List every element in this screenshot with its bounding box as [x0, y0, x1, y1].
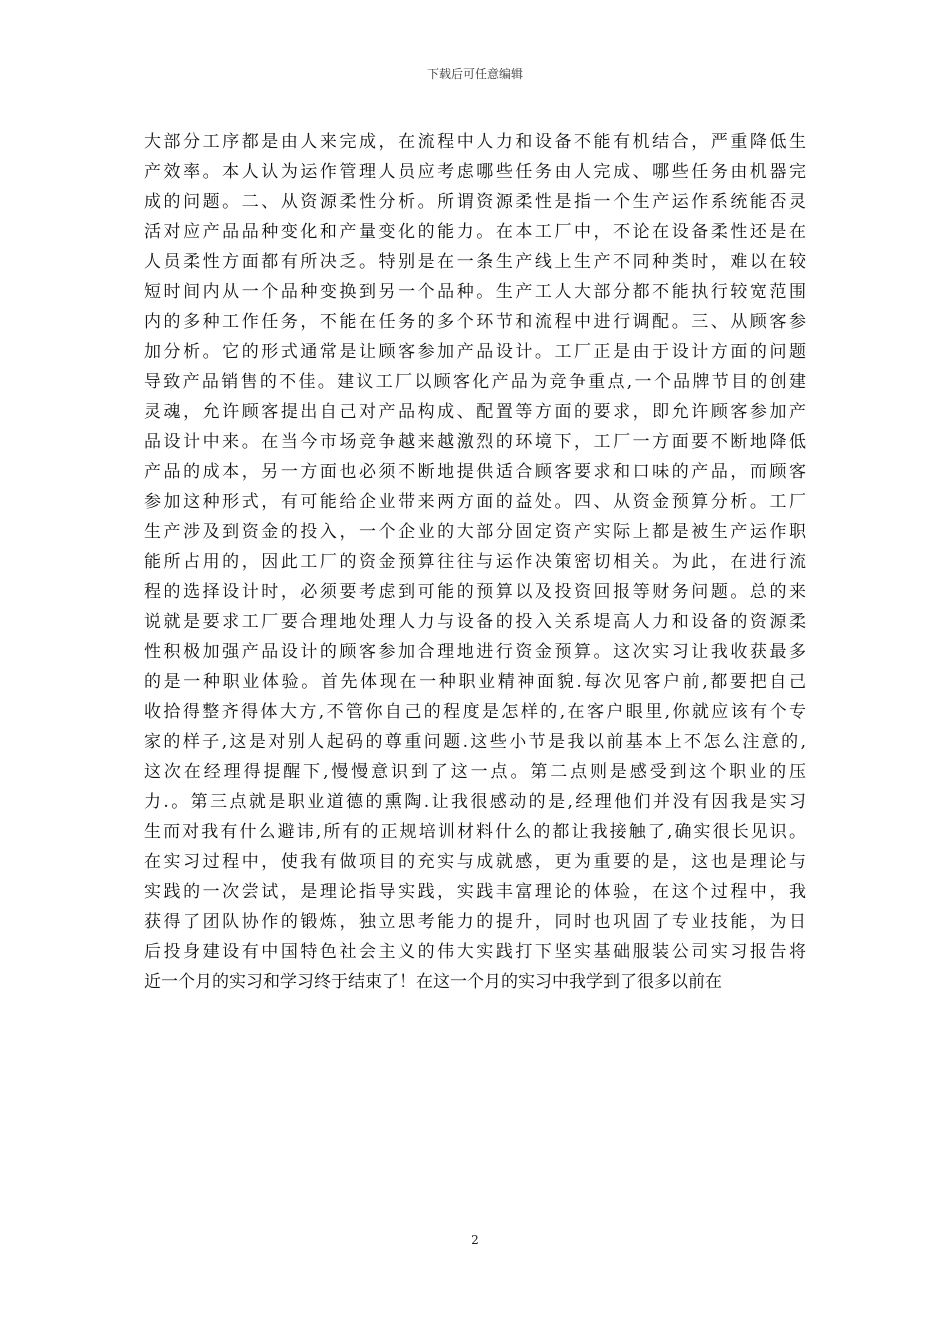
text-line: 性积极加强产品设计的顾客参加合理地进行资金预算。这次实习让我收获最多: [144, 642, 806, 662]
text-line: 这次在经理得提醒下,慢慢意识到了这一点。第二点则是感受到这个职业的压: [144, 762, 806, 782]
text-line: 说就是要求工厂要合理地处理人力与设备的投入关系堤高人力和设备的资源柔: [144, 612, 806, 632]
text-line: 品设计中来。在当今市场竞争越来越激烈的环境下，工厂一方面要不断地降低: [144, 432, 806, 452]
text-line: 内的多种工作任务，不能在任务的多个环节和流程中进行调配。三、从顾客参: [144, 312, 806, 332]
text-line: 产品的成本，另一方面也必须不断地提供适合顾客要求和口味的产品，而顾客: [144, 462, 806, 482]
text-line: 力.。第三点就是职业道德的熏陶.让我很感动的是,经理他们并没有因我是实习: [144, 792, 806, 812]
text-line: 活对应产品品种变化和产量变化的能力。在本工厂中，不论在设备柔性还是在: [144, 222, 806, 242]
text-line: 产效率。本人认为运作管理人员应考虑哪些任务由人完成、哪些任务由机器完: [144, 162, 806, 182]
text-line: 加分析。它的形式通常是让顾客参加产品设计。工厂正是由于设计方面的问题: [144, 342, 806, 362]
document-body: [144, 127, 806, 997]
text-line: 生产涉及到资金的投入，一个企业的大部分固定资产实际上都是被生产运作职: [144, 522, 806, 542]
text-line: 短时间内从一个品种变换到另一个品种。生产工人大部分都不能执行较宽范围: [144, 282, 806, 302]
text-line: 实践的一次尝试，是理论指导实践，实践丰富理论的体验，在这个过程中，我: [144, 882, 806, 902]
text-line: 在实习过程中，使我有做项目的充实与成就感，更为重要的是，这也是理论与: [144, 852, 806, 872]
page-number: 2: [471, 1233, 479, 1247]
text-line: 的是一种职业体验。首先体现在一种职业精神面貌.每次见客户前,都要把自己: [144, 672, 806, 692]
text-line: 近一个月的实习和学习终于结束了！在这一个月的实习中我学到了很多以前在: [144, 972, 722, 992]
text-line: 后投身建设有中国特色社会主义的伟大实践打下坚实基础服装公司实习报告将: [144, 942, 806, 962]
text-line: 参加这种形式，有可能给企业带来两方面的益处。四、从资金预算分析。工厂: [144, 492, 806, 512]
text-line: 成的问题。二、从资源柔性分析。所谓资源柔性是指一个生产运作系统能否灵: [144, 192, 806, 212]
text-line: 收拾得整齐得体大方,不管你自己的程度是怎样的,在客户眼里,你就应该有个专: [144, 702, 806, 722]
text-line: 程的选择设计时，必须要考虑到可能的预算以及投资回报等财务问题。总的来: [144, 582, 806, 602]
text-line: 获得了团队协作的锻炼，独立思考能力的提升，同时也巩固了专业技能，为日: [144, 912, 806, 932]
text-line: 导致产品销售的不佳。建议工厂以顾客化产品为竞争重点,一个品牌节目的创建: [144, 372, 806, 392]
text-line: 生而对我有什么避讳,所有的正规培训材料什么的都让我接触了,确实很长见识。: [144, 822, 806, 842]
text-line: 大部分工序都是由人来完成，在流程中人力和设备不能有机结合，严重降低生: [144, 132, 806, 152]
page-header: 下载后可任意编辑: [426, 67, 523, 81]
text-line: 人员柔性方面都有所决乏。特别是在一条生产线上生产不同种类时，难以在较: [144, 252, 806, 272]
text-line: 灵魂，允许顾客提出自己对产品构成、配置等方面的要求，即允许顾客参加产: [144, 402, 806, 422]
text-line: 家的样子,这是对别人起码的尊重问题.这些小节是我以前基本上不怎么注意的,: [144, 732, 806, 752]
text-line: 能所占用的，因此工厂的资金预算往往与运作决策密切相关。为此，在进行流: [144, 552, 806, 572]
